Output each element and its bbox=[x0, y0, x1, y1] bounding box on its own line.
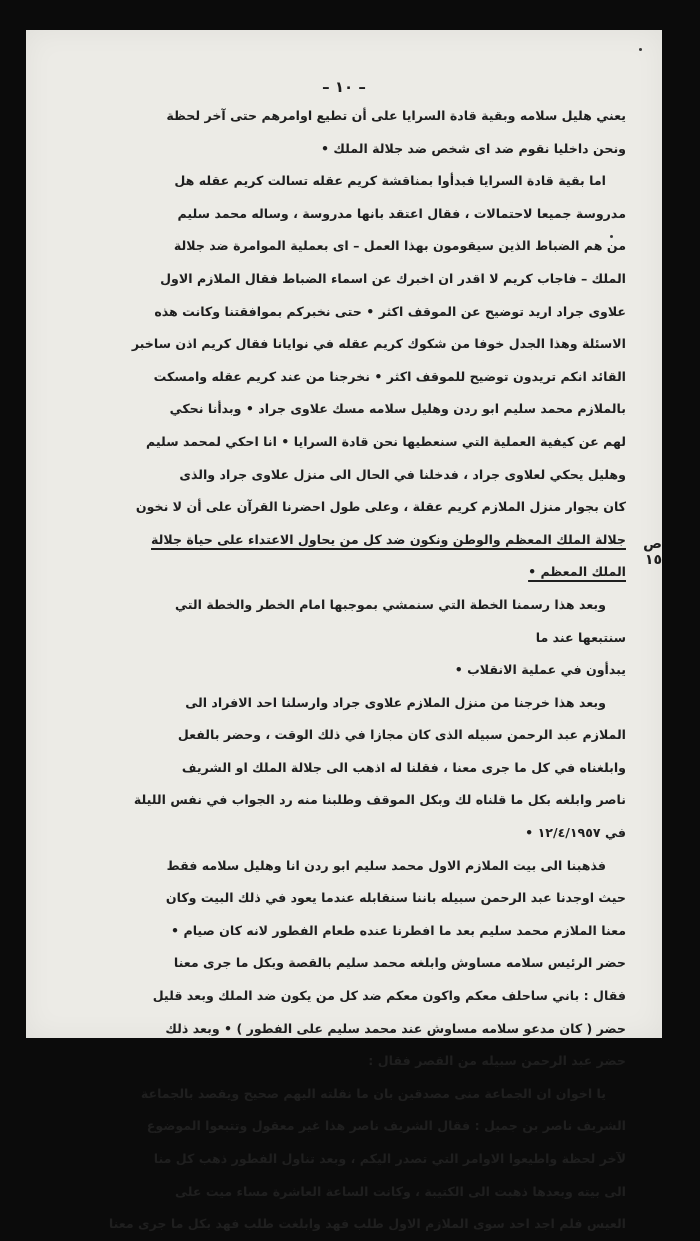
text-line: مدروسة جميعا لاحتمالات ، فقال اعتقد بانها مدروسة ، وساله محمد سليم bbox=[177, 205, 626, 221]
text-line: حضر ( كان مدعو سلامه مساوش عند محمد سليم على الفطور ) • وبعد ذلك bbox=[165, 1020, 626, 1036]
text-line: لهم عن كيفية العملية التي سنعطيها نحن قادة السرايا • انا احكي لمحمد سليم bbox=[146, 433, 626, 449]
text-line: القائد انكم تريدون توضيح للموقف اكثر • نخرجنا من عند كريم عقله وامسكت bbox=[153, 368, 626, 384]
underlined-line: جلالة الملك المعظم والوطن ونكون ضد كل من يحاول الاعتداء على حياة جلالة bbox=[151, 531, 626, 547]
text-line: حضر الرئيس سلامه مساوش وابلغه محمد سليم بالقصة وبكل ما جرى معنا bbox=[173, 955, 626, 971]
text-line: فقال : باني ساحلف معكم واكون معكم ضد كل من يكون ضد الملك وبعد قليل bbox=[152, 988, 626, 1004]
text-line: يبدأون في عملية الانقلاب • bbox=[454, 662, 626, 678]
text-line: حضر عبد الرحمن سبيله من القصر فقال : bbox=[368, 1053, 626, 1069]
text-line: فذهبنا الى بيت الملازم الاول محمد سليم ابو ردن انا وهليل سلامه فقط bbox=[166, 857, 606, 873]
text-line: في ١٢/٤/١٩٥٧ • bbox=[525, 825, 626, 841]
text-line: علاوى جراد اريد توضيح عن الموقف اكثر • حتى نخبركم بموافقتنا وكانت هذه bbox=[154, 303, 626, 319]
text-line: معنا الملازم محمد سليم بعد ما افطرنا عنده طعام الفطور لانه كان صيام • bbox=[171, 922, 626, 938]
text-line: العيس فلم اجد احد سوى الملازم الاول طلب فهد وابلغت طلب فهد بكل ما جرى معنا bbox=[108, 1216, 626, 1232]
text-line: لآخر لحظة واطيعوا الاوامر التي تصدر اليكم ، وبعد تناول الفطور ذهب كل منا bbox=[153, 1151, 626, 1166]
text-line: وبعد هذا خرجنا من منزل الملازم علاوى جراد وارسلنا احد الافراد الى bbox=[185, 694, 606, 710]
text-line: الملك – فاجاب كريم لا اقدر ان اخبرك عن اسماء الضباط فقال الملازم الاول bbox=[160, 270, 626, 286]
text-line: يعني هليل سلامه وبقية قادة السرايا على أن تطيع اوامرهم حتى آخر لحظة bbox=[166, 108, 626, 123]
text-line: من هم الضباط الذين سيقومون بهذا العمل – اى بعملية الموامرة ضد جلالة bbox=[173, 238, 626, 254]
text-line: سنتبعها عند ما bbox=[535, 629, 626, 645]
text-line: وهليل يحكي لعلاوى جراد ، فدخلنا في الحال الى منزل علاوى جراد والذى bbox=[179, 466, 626, 482]
text-line: الملازم عبد الرحمن سبيله الذى كان مجازا في ذلك الوقت ، وحضر بالفعل bbox=[177, 727, 626, 743]
text-line: وابلغناه في كل ما جرى معنا ، فقلنا له اذهب الى جلالة الملك او الشريف bbox=[181, 759, 626, 775]
text-line: الشريف ناصر بن جميل : فقال الشريف ناصر هذا غير معقول وتتبعوا الموضوع bbox=[146, 1118, 626, 1134]
text-line: يا اخوان ان الجماعة منى مصدقين بان ما نقلته اليهم صحيح ويقصد بالجماعة bbox=[140, 1085, 606, 1101]
text-line: الى بيته وبعدها ذهبت الى الكتيبة ، وكانت الساعة العاشرة مساء ميت على bbox=[175, 1183, 626, 1199]
speck-mark bbox=[639, 48, 642, 51]
page-number: – ١٠ – bbox=[322, 78, 366, 96]
document-page bbox=[26, 30, 662, 1232]
text-line: بالملازم محمد سليم ابو ردن وهليل سلامه مسك علاوى جراد • وبدأنا نحكي bbox=[169, 401, 626, 417]
text-line: ناصر وابلغه بكل ما قلناه لك وبكل الموقف وطلبنا منه رد الجواب في نفس الليلة bbox=[133, 792, 626, 808]
text-line: حيث اوجدنا عبد الرحمن سبيله باننا سنقابله عندما يعود في ذلك البيت وكان bbox=[165, 890, 626, 906]
margin-note: ص ١٥ bbox=[643, 536, 662, 568]
text-line: الاسئلة وهذا الجدل خوفا من شكوك كريم عقله في نوايانا فقال كريم اذن ساخبر bbox=[131, 336, 626, 352]
underlined-line: الملك المعظم • bbox=[528, 564, 626, 580]
speck-mark bbox=[610, 235, 613, 238]
text-line: اما بقية قادة السرايا فبدأوا بمناقشة كريم عقله تسالت كريم عقله هل bbox=[174, 173, 606, 189]
text-line: كان بجوار منزل الملازم كريم عقلة ، وعلى طول احضرنا القرآن على أن لا نخون bbox=[135, 499, 626, 515]
document-body bbox=[86, 100, 626, 1241]
text-line: وبعد هذا رسمنا الخطة التي سنمشي بموجبها امام الخطر والخطة التي bbox=[175, 596, 606, 612]
text-line: ونحن داخليا نقوم ضد اى شخص ضد جلالة الملك • bbox=[320, 140, 626, 156]
